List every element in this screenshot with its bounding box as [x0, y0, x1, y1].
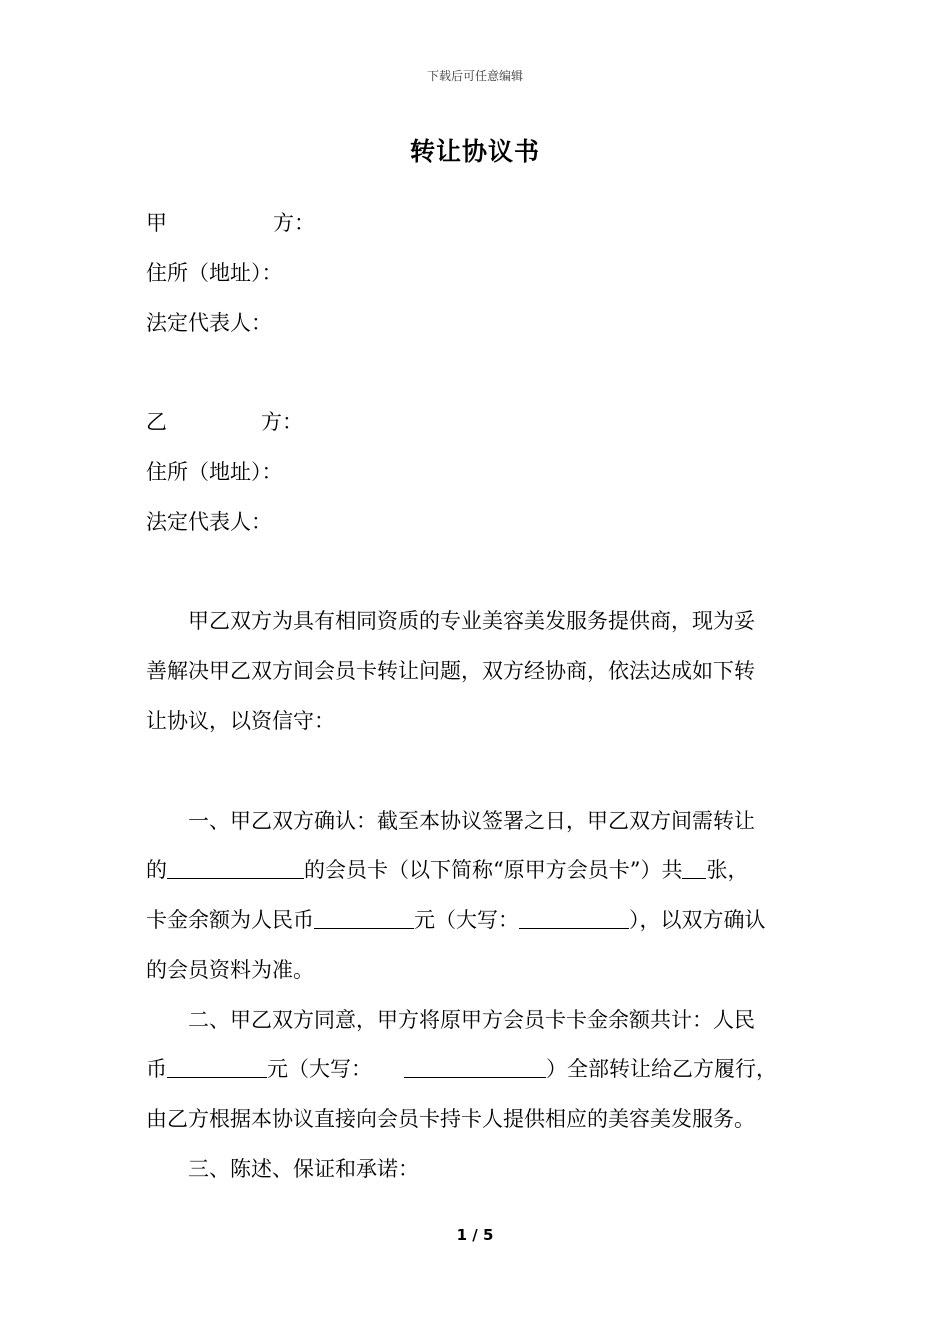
- party-a-rep: 法定代表人：: [146, 311, 272, 335]
- clause1-line3-start: 卡金余额为人民币: [146, 908, 314, 932]
- clause1-line-1: 一、甲乙双方确认：截至本协议签署之日，甲乙双方间需转让: [188, 809, 755, 833]
- clause2-line2-mid: 元（大写：: [267, 1057, 372, 1081]
- clause1-line2-start: 的: [146, 858, 167, 882]
- clause1-line2-mid: 的会员卡（以下简称“原甲方会员卡”）共: [304, 858, 683, 882]
- intro-line-3: 让协议，以资信守：: [146, 709, 335, 733]
- party-a-label: [146, 208, 315, 238]
- intro-line-1: 甲乙双方为具有相同资质的专业美容美发服务提供商，现为妥: [188, 609, 755, 633]
- party-a-address: 住所（地址）：: [146, 261, 283, 285]
- document-title: 转让协议书: [409, 137, 540, 166]
- party-a-label-first: 甲: [146, 211, 167, 235]
- page-number: 1 / 5: [456, 1226, 494, 1244]
- clause3-line-1: 三、陈述、保证和承诺：: [188, 1157, 419, 1181]
- blank-amount: [314, 908, 414, 929]
- clause1-line2-end: 张，: [706, 858, 749, 882]
- clause2-line-1: 二、甲乙双方同意，甲方将原甲方会员卡卡金余额共计：人民: [188, 1008, 755, 1032]
- clause2-line2-start: 币: [146, 1057, 167, 1081]
- clause2-line-3: 由乙方根据本协议直接向会员卡持卡人提供相应的美容美发服务。: [146, 1107, 755, 1131]
- blank-transfer-amount: [167, 1057, 267, 1078]
- clause1-line-4: 的会员资料为准。: [146, 958, 314, 982]
- party-b-label-last: 方：: [261, 410, 303, 434]
- header-note: 下载后可任意编辑: [426, 69, 523, 83]
- clause1-line-2: [146, 855, 748, 885]
- intro-line-2: 善解决甲乙双方间会员卡转让问题，双方经协商，依法达成如下转: [146, 659, 755, 683]
- party-a-label-last: 方：: [273, 211, 315, 235]
- party-b-rep: 法定代表人：: [146, 510, 272, 534]
- party-b-label-first: 乙: [146, 410, 167, 434]
- blank-amount-words: [519, 908, 629, 929]
- clause2-line2-end: ）全部转让给乙方履行，: [546, 1057, 777, 1081]
- clause2-line-2: [146, 1054, 777, 1084]
- clause1-line-3: [146, 905, 766, 935]
- blank-store-name: [167, 856, 304, 879]
- clause1-line3-mid: 元（大写：: [414, 908, 519, 932]
- party-b-label: [146, 407, 303, 437]
- party-b-address: 住所（地址）：: [146, 460, 283, 484]
- blank-card-count: [682, 856, 706, 879]
- clause1-line3-end: ），以双方确认: [629, 908, 766, 932]
- blank-transfer-words: [404, 1057, 546, 1078]
